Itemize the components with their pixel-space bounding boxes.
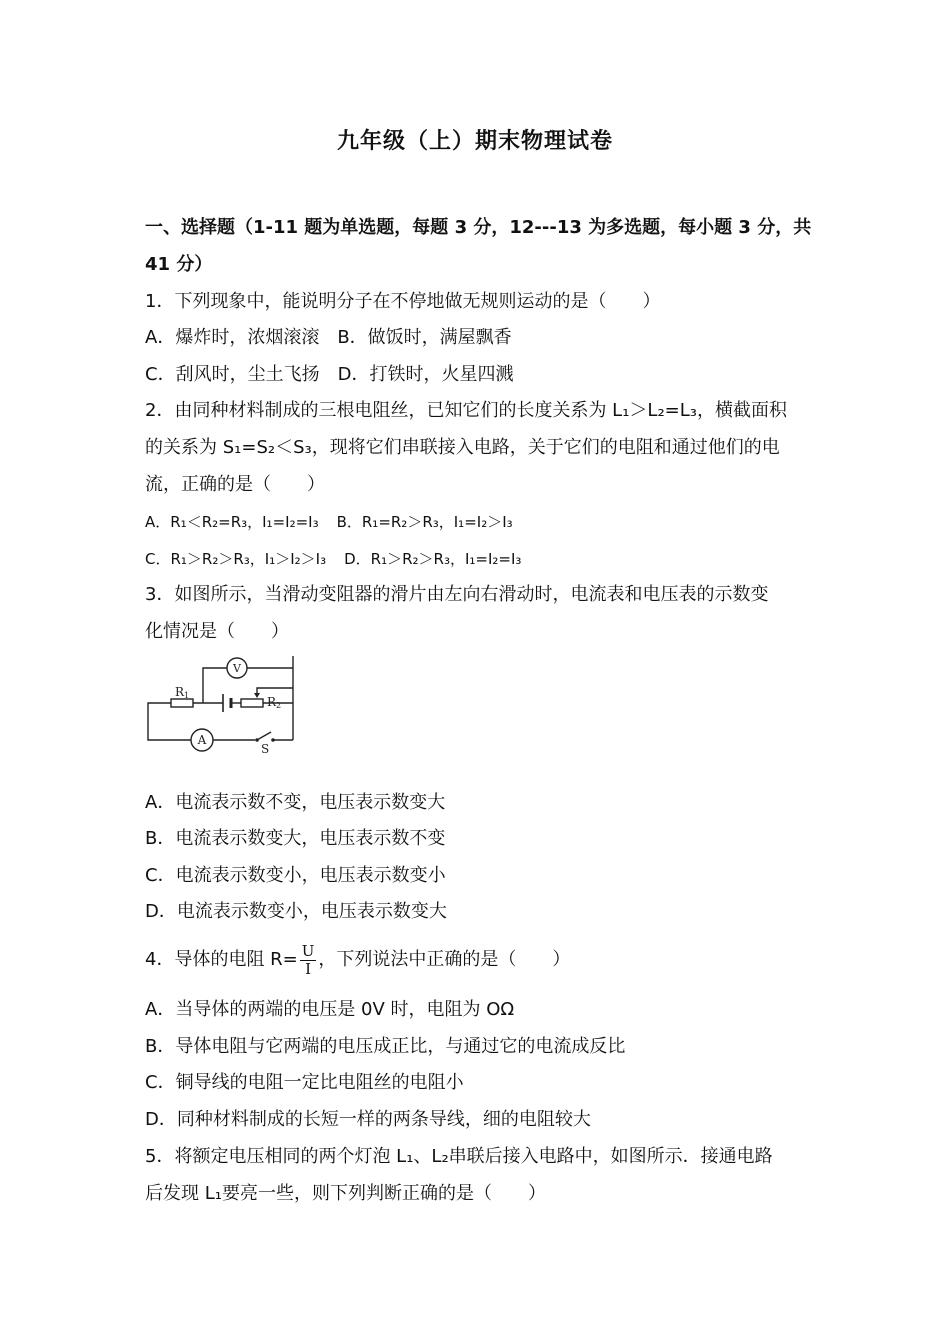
q2-option-a: A．R₁＜R₂=R₃，I₁=I₂=I₃ [145,513,319,531]
q2-option-b: B．R₁=R₂＞R₃，I₁=I₂＞I₃ [336,513,513,531]
label-ammeter: A [197,733,207,747]
q3-stem-line2: 化情况是（ ） [145,621,289,642]
q4-option-c: C．铜导线的电阻一定比电阻丝的电阻小 [145,1072,464,1093]
q4-stem-prefix: 4．导体的电阻 R= [145,949,298,970]
label-r2: R2 [267,695,282,710]
q2-stem-line1: 2．由同种材料制成的三根电阻丝，已知它们的长度关系为 L₁＞L₂=L₃，横截面积 [145,400,787,421]
q4-option-b: B．导体电阻与它两端的电压成正比，与通过它的电流成反比 [145,1036,626,1057]
label-voltmeter: V [233,662,241,675]
q2-option-c: C．R₁＞R₂＞R₃，I₁＞I₂＞I₃ [145,550,327,568]
formula-denominator: I [305,959,312,978]
section-heading-line2: 41 分） [145,254,213,275]
q1-options-row1 [145,325,512,351]
switch-blade [257,732,271,740]
resistance-formula [300,943,317,978]
q5-stem-line1: 5．将额定电压相同的两个灯泡 L₁、L₂串联后接入电路中，如图所示．接通电路 [145,1146,773,1167]
label-r1: R1 [175,685,190,700]
q2-options-row2 [145,546,521,572]
q1-option-d: D．打铁时，火星四溅 [337,364,514,385]
q4-option-a: A．当导体的两端的电压是 0V 时，电阻为 OΩ [145,999,515,1020]
q1-stem: 1．下列现象中，能说明分子在不停地做无规则运动的是（ ） [145,291,661,312]
q1-option-a: A．爆炸时，浓烟滚滚 [145,327,320,348]
q1-option-c: C．刮风时，尘土飞扬 [145,364,320,385]
q4-stem-suffix: ，下列说法中正确的是（ ） [318,949,571,970]
slider-arrow [254,693,260,698]
q3-option-d: D．电流表示数变小，电压表示数变大 [145,901,447,922]
q3-stem-line1: 3．如图所示，当滑动变阻器的滑片由左向右滑动时，电流表和电压表的示数变 [145,584,769,605]
wire-left [148,703,191,740]
resistor-r2 [241,699,263,707]
q1-option-b: B．做饭时，满屋飘香 [337,327,512,348]
q3-option-b: B．电流表示数变大，电压表示数不变 [145,828,446,849]
page-title: 九年级（上）期末物理试卷 [336,129,613,154]
switch-contact [271,738,275,742]
q4-stem [145,940,570,980]
section-heading-line1: 一、选择题（1-11 题为单选题，每题 3 分，12---13 为多选题，每小题 3 分，共 [145,217,812,238]
q2-stem-line3: 流，正确的是（ ） [145,474,325,495]
q2-options-row1 [145,509,513,535]
circuit-diagram [145,654,297,754]
q2-stem-line2: 的关系为 S₁=S₂＜S₃，现将它们串联接入电路，关于它们的电阻和通过他们的电 [145,437,780,458]
q2-option-d: D．R₁＞R₂＞R₃，I₁=I₂=I₃ [344,550,522,568]
q5-stem-line2: 后发现 L₁要亮一些，则下列判断正确的是（ ） [145,1183,546,1204]
q3-option-a: A．电流表示数不变，电压表示数变大 [145,792,446,813]
q1-options-row2 [145,362,513,388]
label-switch: S [261,742,270,754]
formula-numerator: U [301,941,315,960]
q4-option-d: D．同种材料制成的长短一样的两条导线，细的电阻较大 [145,1109,591,1130]
resistor-r1 [171,699,193,707]
q3-option-c: C．电流表示数变小，电压表示数变小 [145,865,446,886]
